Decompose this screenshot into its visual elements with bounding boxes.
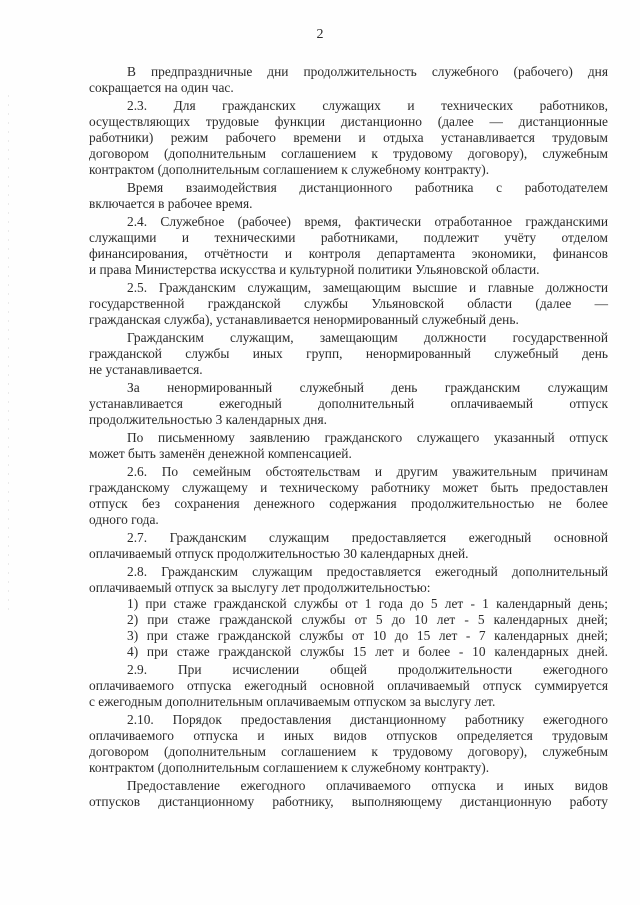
text-line: отпусков дистанционному работнику, выполняющему дистанционную работу — [89, 794, 608, 809]
text-line: 2.7. Гражданским служащим предоставляется ежегодный основной — [127, 530, 608, 545]
text-line: финансирования, отчётности и контроля департамента экономики, финансов — [89, 246, 608, 261]
text-line: договором (дополнительным соглашением к трудовому договору), служебным — [89, 146, 608, 161]
text-line: оплачиваемый отпуск за выслугу лет продолжительностью: — [89, 580, 431, 595]
text-line: 2.9. При исчислении общей продолжительности ежегодного — [127, 662, 608, 677]
scan-margin-artifact — [8, 95, 9, 615]
text-line: 2.8. Гражданским служащим предоставляется ежегодный дополнительный — [127, 564, 608, 579]
text-line: работники) режим рабочего времени и отдыха устанавливается трудовым — [89, 130, 608, 145]
text-line: Предоставление ежегодного оплачиваемого отпуска и иных видов — [127, 778, 608, 793]
text-line: гражданскому служащему и техническому работнику может быть предоставлен — [89, 480, 608, 495]
text-line: За ненормированный служебный день гражданским служащим — [127, 380, 608, 395]
text-line: 2.6. По семейным обстоятельствам и другим уважительным причинам — [127, 464, 608, 479]
text-line: и права Министерства искусства и культурной политики Ульяновской области. — [89, 262, 540, 277]
text-line: служащими и техническими работниками, подлежит учёту отделом — [89, 230, 608, 245]
text-line: отпуск без сохранения денежного содержания продолжительностью не более — [89, 496, 608, 511]
text-line: осуществляющих трудовые функции дистанционно (далее — дистанционные — [89, 114, 608, 129]
text-line: 2.10. Порядок предоставления дистанционному работнику ежегодного — [127, 712, 608, 727]
text-line: 1) при стаже гражданской службы от 1 года до 5 лет - 1 календарный день; — [127, 596, 608, 611]
text-line: сокращается на один час. — [89, 80, 234, 95]
text-line: устанавливается ежегодный дополнительный оплачиваемый отпуск — [89, 396, 608, 411]
text-line: одного года. — [89, 512, 159, 527]
text-line: Гражданским служащим, замещающим должности государственной — [127, 330, 608, 345]
text-line: продолжительностью 3 календарных дня. — [89, 412, 327, 427]
text-line: включается в рабочее время. — [89, 196, 253, 211]
text-line: оплачиваемого отпуска и иных видов отпусков определяется трудовым — [89, 728, 608, 743]
text-line: государственной гражданской службы Ульяновской области (далее — — [89, 296, 608, 311]
text-line: с ежегодным дополнительным оплачиваемым отпуском за выслугу лет. — [89, 694, 496, 709]
page-number: 2 — [316, 27, 324, 42]
text-line: 2.4. Служебное (рабочее) время, фактически отработанное гражданскими — [127, 214, 608, 229]
text-line: оплачиваемого отпуска ежегодный основной оплачиваемый отпуск суммируется — [89, 678, 608, 693]
text-line: гражданской службы иных групп, ненормированный служебный день — [89, 346, 608, 361]
text-line: не устанавливается. — [89, 362, 203, 377]
text-line: 2) при стаже гражданской службы от 5 до 10 лет - 5 календарных дней; — [127, 612, 608, 627]
text-line: 3) при стаже гражданской службы от 10 до 15 лет - 7 календарных дней; — [127, 628, 608, 643]
text-line: 2.3. Для гражданских служащих и технических работников, — [127, 98, 608, 113]
text-line: оплачиваемый отпуск продолжительностью 30 календарных дней. — [89, 546, 469, 561]
text-line: Время взаимодействия дистанционного работника с работодателем — [127, 180, 608, 195]
text-line: По письменному заявлению гражданского служащего указанный отпуск — [127, 430, 608, 445]
text-line: договором (дополнительным соглашением к трудовому договору), служебным — [89, 744, 608, 759]
text-line: гражданская служба), устанавливается ненормированный служебный день. — [89, 312, 519, 327]
text-line: 4) при стаже гражданской службы 15 лет и более - 10 календарных дней. — [127, 644, 608, 659]
text-line: В предпраздничные дни продолжительность служебного (рабочего) дня — [127, 64, 608, 79]
text-line: может быть заменён денежной компенсацией. — [89, 446, 352, 461]
text-line: контрактом (дополнительным соглашением к служебному контракту). — [89, 162, 490, 177]
text-line: контрактом (дополнительным соглашением к служебному контракту). — [89, 760, 490, 775]
text-line: 2.5. Гражданским служащим, замещающим высшие и главные должности — [127, 280, 608, 295]
